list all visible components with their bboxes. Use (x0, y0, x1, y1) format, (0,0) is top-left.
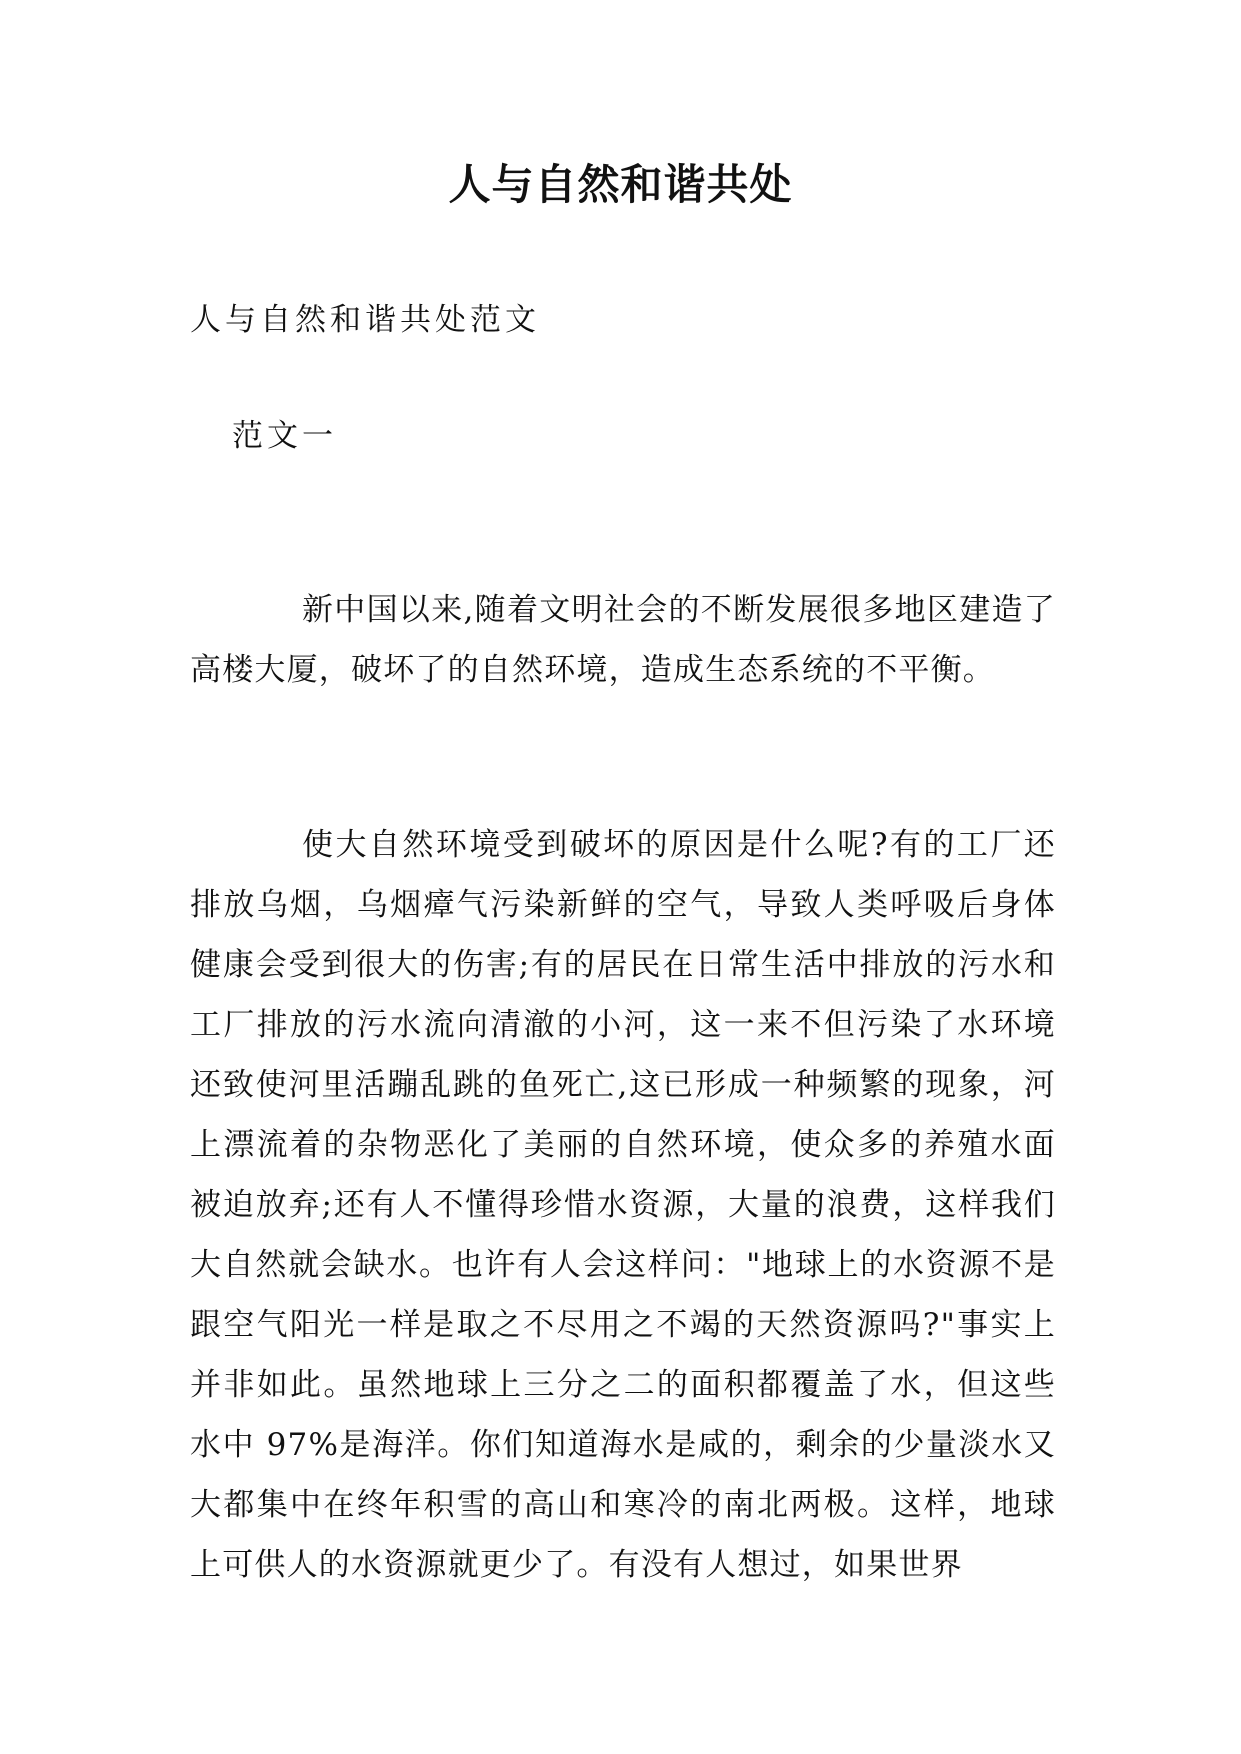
section-label: 范文一 (232, 418, 337, 454)
paragraph-1: 新中国以来,随着文明社会的不断发展很多地区建造了高楼大厦，破坏了的自然环境，造成生态系统的不平衡。 (190, 592, 1056, 688)
paragraph-2: 使大自然环境受到破坏的原因是什么呢?有的工厂还排放乌烟，乌烟瘴气污染新鲜的空气，导致人类呼吸后身体健康会受到很大的伤害;有的居民在日常生活中排放的污水和工厂排放的污水流向清澈的小河，这一来不但污染了水环境还致使河里活蹦乱跳的鱼死亡,这已形成一种频繁的现象，河上漂流着的杂物恶化了美丽的自然环境，使众多的养殖水面被迫放弃;还有人不懂得珍惜水资源，大量的浪费，这样我们大自然就会缺水。也许有人会这样问："地球上的水资源不是跟空气阳光一样是取之不尽用之不竭的天然资源吗?"事实上并非如此。虽然地球上三分之二的面积都覆盖了水，但这些水中 97%是海洋。你们知道海水是咸的，剩余的少量淡水又大都集中在终年积雪的高山和寒冷的南北两极。这样，地球上可供人的水资源就更少了。有没有人想过，如果世界 (190, 827, 1056, 1583)
document-title: 人与自然和谐共处 (448, 160, 793, 209)
document-subtitle: 人与自然和谐共处范文 (190, 302, 540, 338)
